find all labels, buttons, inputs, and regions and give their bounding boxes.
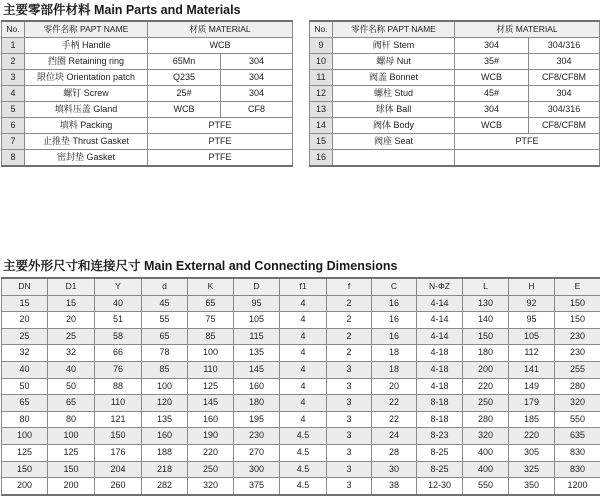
dimensions-section-title: 主要外形尺寸和连接尺寸 Main External and Connecting Dimensions <box>3 256 397 274</box>
dimension-column-header: DN <box>2 278 48 295</box>
dimension-cell: 18 <box>372 361 417 378</box>
dimension-cell: 4 <box>280 395 327 412</box>
part-row <box>2 134 293 150</box>
dn-size-cell: 80 <box>2 411 48 428</box>
dimension-cell: 4 <box>280 295 327 312</box>
dimension-cell: 51 <box>95 312 142 329</box>
part-number: 11 <box>310 70 333 86</box>
dimension-cell: 4-14 <box>417 312 463 329</box>
dimension-cell: 8-25 <box>417 461 463 478</box>
dimensions-table <box>1 277 600 496</box>
dimension-cell: 16 <box>372 295 417 312</box>
dimension-cell: 255 <box>555 361 600 378</box>
dimension-cell: 112 <box>509 345 555 362</box>
dimension-cell: 3 <box>327 361 372 378</box>
dimension-cell: 4 <box>280 411 327 428</box>
part-name: 螺母 Nut <box>333 54 455 70</box>
dimension-cell: 22 <box>372 395 417 412</box>
header-material: 材质 MATERIAL <box>455 21 600 38</box>
part-row <box>310 118 600 134</box>
dimension-column-header: Y <box>95 278 142 295</box>
part-row <box>2 38 293 54</box>
part-material-stainless: 304 <box>221 70 293 86</box>
header-part-name: 零件名称 PAPT NAME <box>25 21 148 38</box>
dimension-column-header: D1 <box>48 278 95 295</box>
part-number: 1 <box>2 38 25 54</box>
dimension-row <box>2 478 600 495</box>
dimension-column-header: N-ΦZ <box>417 278 463 295</box>
dimension-cell: 135 <box>234 345 280 362</box>
part-row <box>2 102 293 118</box>
dimension-cell: 3 <box>327 461 372 478</box>
dn-size-cell: 25 <box>2 328 48 345</box>
dimension-cell: 45 <box>142 295 188 312</box>
part-name <box>333 150 455 167</box>
part-number: 5 <box>2 102 25 118</box>
dimension-cell: 58 <box>95 328 142 345</box>
part-material-wcb: 25# <box>148 86 221 102</box>
part-row <box>2 70 293 86</box>
dimension-cell: 400 <box>463 444 509 461</box>
dimension-cell: 3 <box>327 395 372 412</box>
dimension-cell: 121 <box>95 411 142 428</box>
dimension-cell: 22 <box>372 411 417 428</box>
part-material: PTFE <box>455 134 600 150</box>
dimension-row <box>2 428 600 445</box>
part-material-stainless: 304/316 <box>529 102 600 118</box>
dimension-cell: 2 <box>327 295 372 312</box>
part-material-stainless: 304 <box>529 54 600 70</box>
dimension-cell: 4-14 <box>417 328 463 345</box>
dimension-cell: 635 <box>555 428 600 445</box>
part-row <box>310 134 600 150</box>
dimension-row <box>2 345 600 362</box>
part-name: 限位块 Orientation patch <box>25 70 148 86</box>
dimension-cell: 282 <box>142 478 188 495</box>
dimension-cell: 150 <box>95 428 142 445</box>
dimension-cell: 85 <box>142 361 188 378</box>
dimension-cell: 3 <box>327 444 372 461</box>
part-row <box>310 102 600 118</box>
dn-size-cell: 40 <box>2 361 48 378</box>
dimension-cell: 76 <box>95 361 142 378</box>
part-material: PTFE <box>148 134 293 150</box>
part-number: 8 <box>2 150 25 167</box>
dimension-cell: 204 <box>95 461 142 478</box>
dimension-cell: 15 <box>48 295 95 312</box>
dimension-cell: 320 <box>188 478 234 495</box>
dimension-cell: 8-18 <box>417 395 463 412</box>
dimension-cell: 32 <box>48 345 95 362</box>
part-material-stainless: CF8 <box>221 102 293 118</box>
dimension-cell: 185 <box>509 411 555 428</box>
dimension-cell: 95 <box>509 312 555 329</box>
part-row <box>2 118 293 134</box>
dimension-cell: 4 <box>280 328 327 345</box>
dimension-cell: 4 <box>280 378 327 395</box>
dimension-cell: 28 <box>372 444 417 461</box>
part-material-wcb: WCB <box>455 118 529 134</box>
dimension-cell: 400 <box>463 461 509 478</box>
dimension-cell: 180 <box>234 395 280 412</box>
dimension-cell: 4 <box>280 361 327 378</box>
dimension-cell: 230 <box>234 428 280 445</box>
dimension-cell: 130 <box>463 295 509 312</box>
part-material <box>455 150 600 167</box>
part-number: 4 <box>2 86 25 102</box>
dimension-cell: 92 <box>509 295 555 312</box>
dimension-cell: 220 <box>188 444 234 461</box>
part-material-stainless: 304 <box>529 86 600 102</box>
part-name: 球体 Ball <box>333 102 455 118</box>
dimension-row <box>2 378 600 395</box>
dimension-column-header: d <box>142 278 188 295</box>
part-name: 螺钉 Screw <box>25 86 148 102</box>
part-material-stainless: CF8/CF8M <box>529 70 600 86</box>
dimension-cell: 8-25 <box>417 444 463 461</box>
part-name: 阀体 Body <box>333 118 455 134</box>
dimension-cell: 220 <box>509 428 555 445</box>
part-number: 14 <box>310 118 333 134</box>
dimension-cell: 325 <box>509 461 555 478</box>
part-material-wcb: 45# <box>455 86 529 102</box>
dimension-cell: 4-18 <box>417 378 463 395</box>
dimension-row <box>2 312 600 329</box>
dimension-cell: 4.5 <box>280 461 327 478</box>
parts-header-row <box>310 21 600 38</box>
dimension-cell: 4.5 <box>280 444 327 461</box>
dimension-column-header: E <box>555 278 600 295</box>
part-material: PTFE <box>148 150 293 167</box>
dimension-cell: 100 <box>48 428 95 445</box>
part-number: 13 <box>310 102 333 118</box>
part-material-stainless: 304 <box>221 86 293 102</box>
part-material-wcb: 35# <box>455 54 529 70</box>
dimension-row <box>2 328 600 345</box>
dimension-cell: 2 <box>327 345 372 362</box>
part-material: WCB <box>148 38 293 54</box>
part-name: 填料压盖 Gland <box>25 102 148 118</box>
dimension-cell: 280 <box>555 378 600 395</box>
dimension-column-header: K <box>188 278 234 295</box>
dimension-cell: 2 <box>327 328 372 345</box>
dimension-cell: 160 <box>234 378 280 395</box>
dimension-cell: 179 <box>509 395 555 412</box>
dimension-cell: 218 <box>142 461 188 478</box>
dimension-cell: 40 <box>95 295 142 312</box>
part-material-stainless: 304 <box>221 54 293 70</box>
parts-table-right <box>309 20 600 167</box>
dimension-cell: 25 <box>48 328 95 345</box>
dimension-cell: 65 <box>48 395 95 412</box>
part-material: PTFE <box>148 118 293 134</box>
dimension-cell: 350 <box>509 478 555 495</box>
dimension-cell: 78 <box>142 345 188 362</box>
dimension-column-header: H <box>509 278 555 295</box>
dn-size-cell: 15 <box>2 295 48 312</box>
dimension-cell: 3 <box>327 428 372 445</box>
dimension-cell: 1200 <box>555 478 600 495</box>
dimension-cell: 20 <box>372 378 417 395</box>
dimension-cell: 4.5 <box>280 478 327 495</box>
part-name: 阀杆 Stem <box>333 38 455 54</box>
dimension-cell: 105 <box>509 328 555 345</box>
parts-table-left <box>1 20 293 167</box>
dn-size-cell: 65 <box>2 395 48 412</box>
dimension-cell: 135 <box>142 411 188 428</box>
dn-size-cell: 150 <box>2 461 48 478</box>
dimension-cell: 190 <box>188 428 234 445</box>
dimension-cell: 8-18 <box>417 411 463 428</box>
dimension-cell: 110 <box>188 361 234 378</box>
dimension-cell: 16 <box>372 328 417 345</box>
part-row <box>310 54 600 70</box>
dimension-column-header: f1 <box>280 278 327 295</box>
dimension-cell: 305 <box>509 444 555 461</box>
dimension-cell: 230 <box>555 345 600 362</box>
dimension-cell: 4-18 <box>417 361 463 378</box>
dimension-cell: 145 <box>234 361 280 378</box>
dimension-cell: 95 <box>234 295 280 312</box>
dimension-cell: 180 <box>463 345 509 362</box>
part-row <box>310 38 600 54</box>
dimension-cell: 4-18 <box>417 345 463 362</box>
part-material-stainless: 304/316 <box>529 38 600 54</box>
dimension-cell: 195 <box>234 411 280 428</box>
part-material-wcb: WCB <box>148 102 221 118</box>
part-name: 手柄 Handle <box>25 38 148 54</box>
dn-size-cell: 125 <box>2 444 48 461</box>
dimension-cell: 8-23 <box>417 428 463 445</box>
parts-header-row <box>2 21 293 38</box>
part-name: 止推垫 Thrust Gasket <box>25 134 148 150</box>
dimension-row <box>2 411 600 428</box>
dimension-cell: 260 <box>95 478 142 495</box>
part-number: 16 <box>310 150 333 167</box>
dimension-cell: 30 <box>372 461 417 478</box>
dimension-cell: 65 <box>142 328 188 345</box>
part-name: 密封垫 Gasket <box>25 150 148 167</box>
part-number: 7 <box>2 134 25 150</box>
header-no: No. <box>310 21 333 38</box>
dn-size-cell: 100 <box>2 428 48 445</box>
dimension-cell: 3 <box>327 478 372 495</box>
dimension-column-header: C <box>372 278 417 295</box>
dimension-column-header: L <box>463 278 509 295</box>
dimension-cell: 55 <box>142 312 188 329</box>
dn-size-cell: 50 <box>2 378 48 395</box>
dimension-cell: 149 <box>509 378 555 395</box>
dimension-cell: 280 <box>463 411 509 428</box>
dimension-cell: 4 <box>280 345 327 362</box>
dimension-cell: 4.5 <box>280 428 327 445</box>
dimension-cell: 141 <box>509 361 555 378</box>
dimension-cell: 3 <box>327 378 372 395</box>
dimension-cell: 120 <box>142 395 188 412</box>
dimension-column-header: D <box>234 278 280 295</box>
dimension-cell: 125 <box>48 444 95 461</box>
dimension-cell: 320 <box>463 428 509 445</box>
dimension-cell: 220 <box>463 378 509 395</box>
part-name: 阀座 Seat <box>333 134 455 150</box>
dimension-cell: 18 <box>372 345 417 362</box>
header-no: No. <box>2 21 25 38</box>
dimension-cell: 188 <box>142 444 188 461</box>
dimension-row <box>2 461 600 478</box>
dimension-cell: 85 <box>188 328 234 345</box>
dimension-cell: 40 <box>48 361 95 378</box>
part-material-wcb: WCB <box>455 70 529 86</box>
dimension-cell: 550 <box>463 478 509 495</box>
dimension-cell: 100 <box>188 345 234 362</box>
dimension-cell: 300 <box>234 461 280 478</box>
dimensions-header-row <box>2 278 600 295</box>
part-material-wcb: 65Mn <box>148 54 221 70</box>
part-row <box>2 86 293 102</box>
dimension-cell: 145 <box>188 395 234 412</box>
dimension-cell: 200 <box>463 361 509 378</box>
part-row <box>310 150 600 167</box>
dimension-cell: 20 <box>48 312 95 329</box>
part-number: 3 <box>2 70 25 86</box>
dimension-cell: 2 <box>327 312 372 329</box>
dimension-cell: 320 <box>555 395 600 412</box>
dimension-cell: 230 <box>555 328 600 345</box>
part-number: 10 <box>310 54 333 70</box>
dimension-cell: 38 <box>372 478 417 495</box>
dimension-cell: 3 <box>327 411 372 428</box>
part-number: 15 <box>310 134 333 150</box>
part-number: 6 <box>2 118 25 134</box>
dimension-cell: 160 <box>142 428 188 445</box>
part-row <box>2 150 293 167</box>
dimension-cell: 105 <box>234 312 280 329</box>
dimension-cell: 24 <box>372 428 417 445</box>
part-row <box>310 70 600 86</box>
part-material-wcb: Q235 <box>148 70 221 86</box>
dimension-cell: 830 <box>555 461 600 478</box>
dimension-cell: 140 <box>463 312 509 329</box>
dimension-cell: 160 <box>188 411 234 428</box>
dimension-cell: 270 <box>234 444 280 461</box>
part-number: 2 <box>2 54 25 70</box>
part-material-wcb: 304 <box>455 38 529 54</box>
part-name: 挡圈 Retaining ring <box>25 54 148 70</box>
dimension-cell: 250 <box>188 461 234 478</box>
dimension-cell: 88 <box>95 378 142 395</box>
dimension-cell: 65 <box>188 295 234 312</box>
dn-size-cell: 20 <box>2 312 48 329</box>
dimension-cell: 375 <box>234 478 280 495</box>
header-material: 材质 MATERIAL <box>148 21 293 38</box>
dimension-row <box>2 361 600 378</box>
dimension-cell: 115 <box>234 328 280 345</box>
dimension-cell: 200 <box>48 478 95 495</box>
dimension-cell: 12-30 <box>417 478 463 495</box>
dimension-cell: 4 <box>280 312 327 329</box>
dimension-cell: 110 <box>95 395 142 412</box>
dn-size-cell: 32 <box>2 345 48 362</box>
header-part-name: 零件名称 PAPT NAME <box>333 21 455 38</box>
part-name: 填料 Packing <box>25 118 148 134</box>
dimension-cell: 250 <box>463 395 509 412</box>
dimension-cell: 50 <box>48 378 95 395</box>
dimension-cell: 150 <box>463 328 509 345</box>
part-name: 螺柱 Stud <box>333 86 455 102</box>
dimension-cell: 176 <box>95 444 142 461</box>
dimension-cell: 80 <box>48 411 95 428</box>
part-name: 阀盖 Bonnet <box>333 70 455 86</box>
dimension-cell: 150 <box>48 461 95 478</box>
part-material-stainless: CF8/CF8M <box>529 118 600 134</box>
dimension-cell: 100 <box>142 378 188 395</box>
part-row <box>2 54 293 70</box>
dimension-cell: 150 <box>555 295 600 312</box>
dimension-column-header: f <box>327 278 372 295</box>
dimension-row <box>2 444 600 461</box>
dimension-row <box>2 395 600 412</box>
part-number: 12 <box>310 86 333 102</box>
dimension-cell: 125 <box>188 378 234 395</box>
part-row <box>310 86 600 102</box>
dimension-cell: 66 <box>95 345 142 362</box>
parts-section-title: 主要零部件材料 Main Parts and Materials <box>3 0 241 18</box>
dimension-cell: 16 <box>372 312 417 329</box>
dimension-cell: 150 <box>555 312 600 329</box>
part-material-wcb: 304 <box>455 102 529 118</box>
dimension-cell: 75 <box>188 312 234 329</box>
dimension-cell: 830 <box>555 444 600 461</box>
dimension-cell: 550 <box>555 411 600 428</box>
dimension-cell: 4-14 <box>417 295 463 312</box>
dn-size-cell: 200 <box>2 478 48 495</box>
part-number: 9 <box>310 38 333 54</box>
dimension-row <box>2 295 600 312</box>
